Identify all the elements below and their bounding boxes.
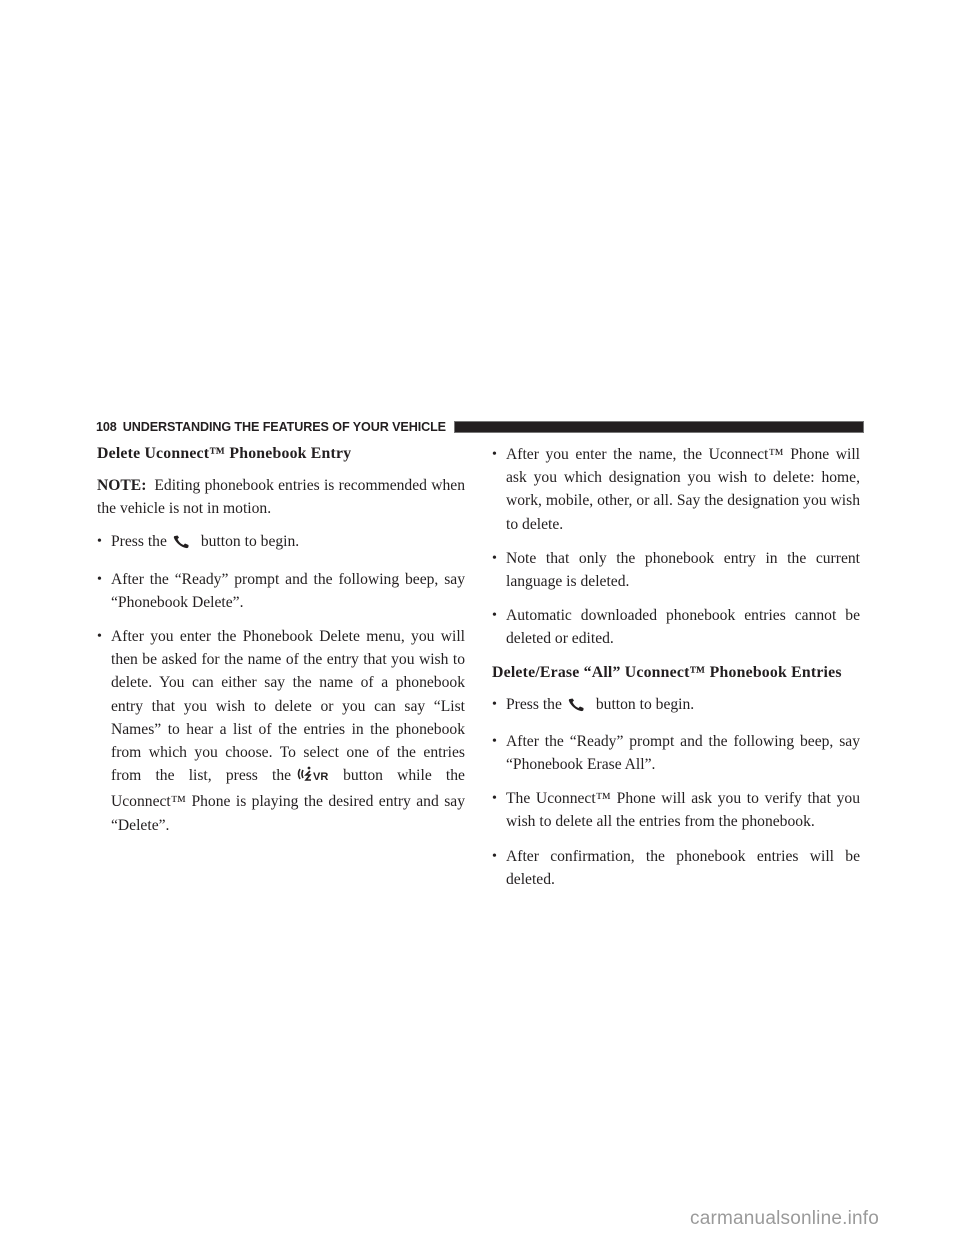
svg-text:VR: VR	[313, 771, 329, 784]
voice-recognition-vr-icon	[297, 765, 333, 790]
list-item: • Press the button to begin.	[492, 693, 860, 719]
section-title: UNDERSTANDING THE FEATURES OF YOUR VEHICLE	[122, 420, 446, 434]
list-item: • After the “Ready” prompt and the following beep, say “Phonebook Delete”.	[97, 568, 465, 614]
right-bullet-list-top	[492, 443, 860, 651]
page-number: 108	[96, 420, 117, 434]
note	[97, 474, 465, 520]
header-rule	[454, 421, 864, 433]
phone-icon	[173, 533, 191, 556]
list-item: • The Uconnect™ Phone will ask you to verify that you wish to delete all the entries from the phonebook.	[492, 787, 860, 833]
note-text: Editing phonebook entries is recommended when the vehicle is not in motion.	[97, 477, 465, 518]
list-item: • Press the button to begin.	[97, 530, 465, 556]
list-item: • After the “Ready” prompt and the following beep, say “Phonebook Erase All”.	[492, 730, 860, 776]
phone-icon	[568, 696, 586, 719]
right-column	[492, 443, 860, 902]
note-label: NOTE:	[97, 477, 147, 494]
left-column	[97, 443, 465, 848]
page-header	[96, 418, 864, 436]
right-bullet-list-bottom	[492, 693, 860, 891]
heading-erase-all: Delete/Erase “All” Uconnect™ Phonebook Entries	[492, 663, 842, 681]
list-item: • After you enter the name, the Uconnect™ Phone will ask you which designation you wish to delete: home, work, mobile, other, or all. Say the designation you wish to delete.	[492, 443, 860, 536]
list-item: • Automatic downloaded phonebook entries cannot be deleted or edited.	[492, 604, 860, 650]
heading-delete-entry: Delete Uconnect™ Phonebook Entry	[97, 445, 352, 462]
list-item: • After confirmation, the phonebook entries will be deleted.	[492, 845, 860, 891]
list-item: • After you enter the Phonebook Delete menu, you will then be asked for the name of the entry that you wish to delete. You can either say the name of a phonebook entry that you wish to delete or you can say “List Names” to hear a list of the entries in the phonebook from which you choose. To select one of the entries from the list, press the VR button while the Uconnect™ Phone is playing the desired entry and say “Delete”.	[97, 625, 465, 837]
left-bullet-list	[97, 530, 465, 836]
watermark: carmanualsonline.info	[690, 1208, 880, 1229]
list-item: • Note that only the phonebook entry in the current language is deleted.	[492, 547, 860, 593]
